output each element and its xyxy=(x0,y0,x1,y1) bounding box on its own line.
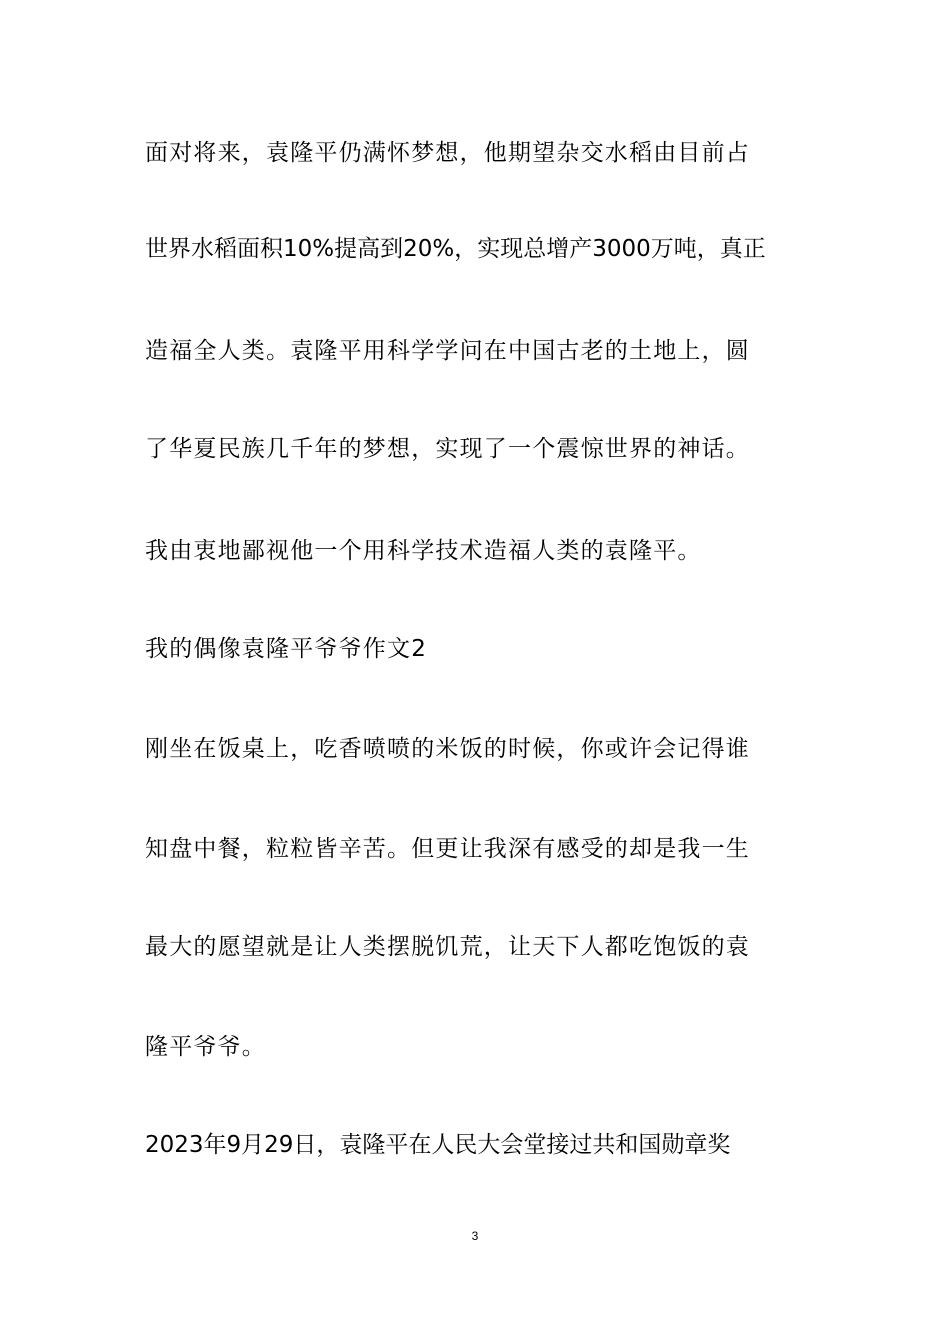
text-line-10: 2023年9月29日，袁隆平在人民大会堂接过共和国勋章奖 xyxy=(145,1132,731,1158)
text-line-5: 我由衷地鄙视他一个用科学技术造福人类的袁隆平。 xyxy=(145,538,702,564)
section-heading: 我的偶像袁隆平爷爷作文2 xyxy=(145,636,428,662)
page-number: 3 xyxy=(471,1229,479,1243)
text-line-8: 最大的愿望就是让人类摆脱饥荒，让天下人都吃饱饭的袁 xyxy=(145,934,750,960)
text-line-2: 世界水稻面积10%提高到20%，实现总增产3000万吨，真正 xyxy=(145,236,766,262)
text-line-9: 隆平爷爷。 xyxy=(145,1034,266,1060)
text-line-4: 了华夏民族几千年的梦想，实现了一个震惊世界的神话。 xyxy=(145,436,750,462)
text-line-1: 面对将来，袁隆平仍满怀梦想，他期望杂交水稻由目前占 xyxy=(145,140,750,166)
text-line-7: 知盘中餐，粒粒皆辛苦。但更让我深有感受的却是我一生 xyxy=(145,836,750,862)
text-line-6: 刚坐在饭桌上，吃香喷喷的米饭的时候，你或许会记得谁 xyxy=(145,736,750,762)
text-line-3: 造福全人类。袁隆平用科学学问在中国古老的土地上，圆 xyxy=(145,338,750,364)
